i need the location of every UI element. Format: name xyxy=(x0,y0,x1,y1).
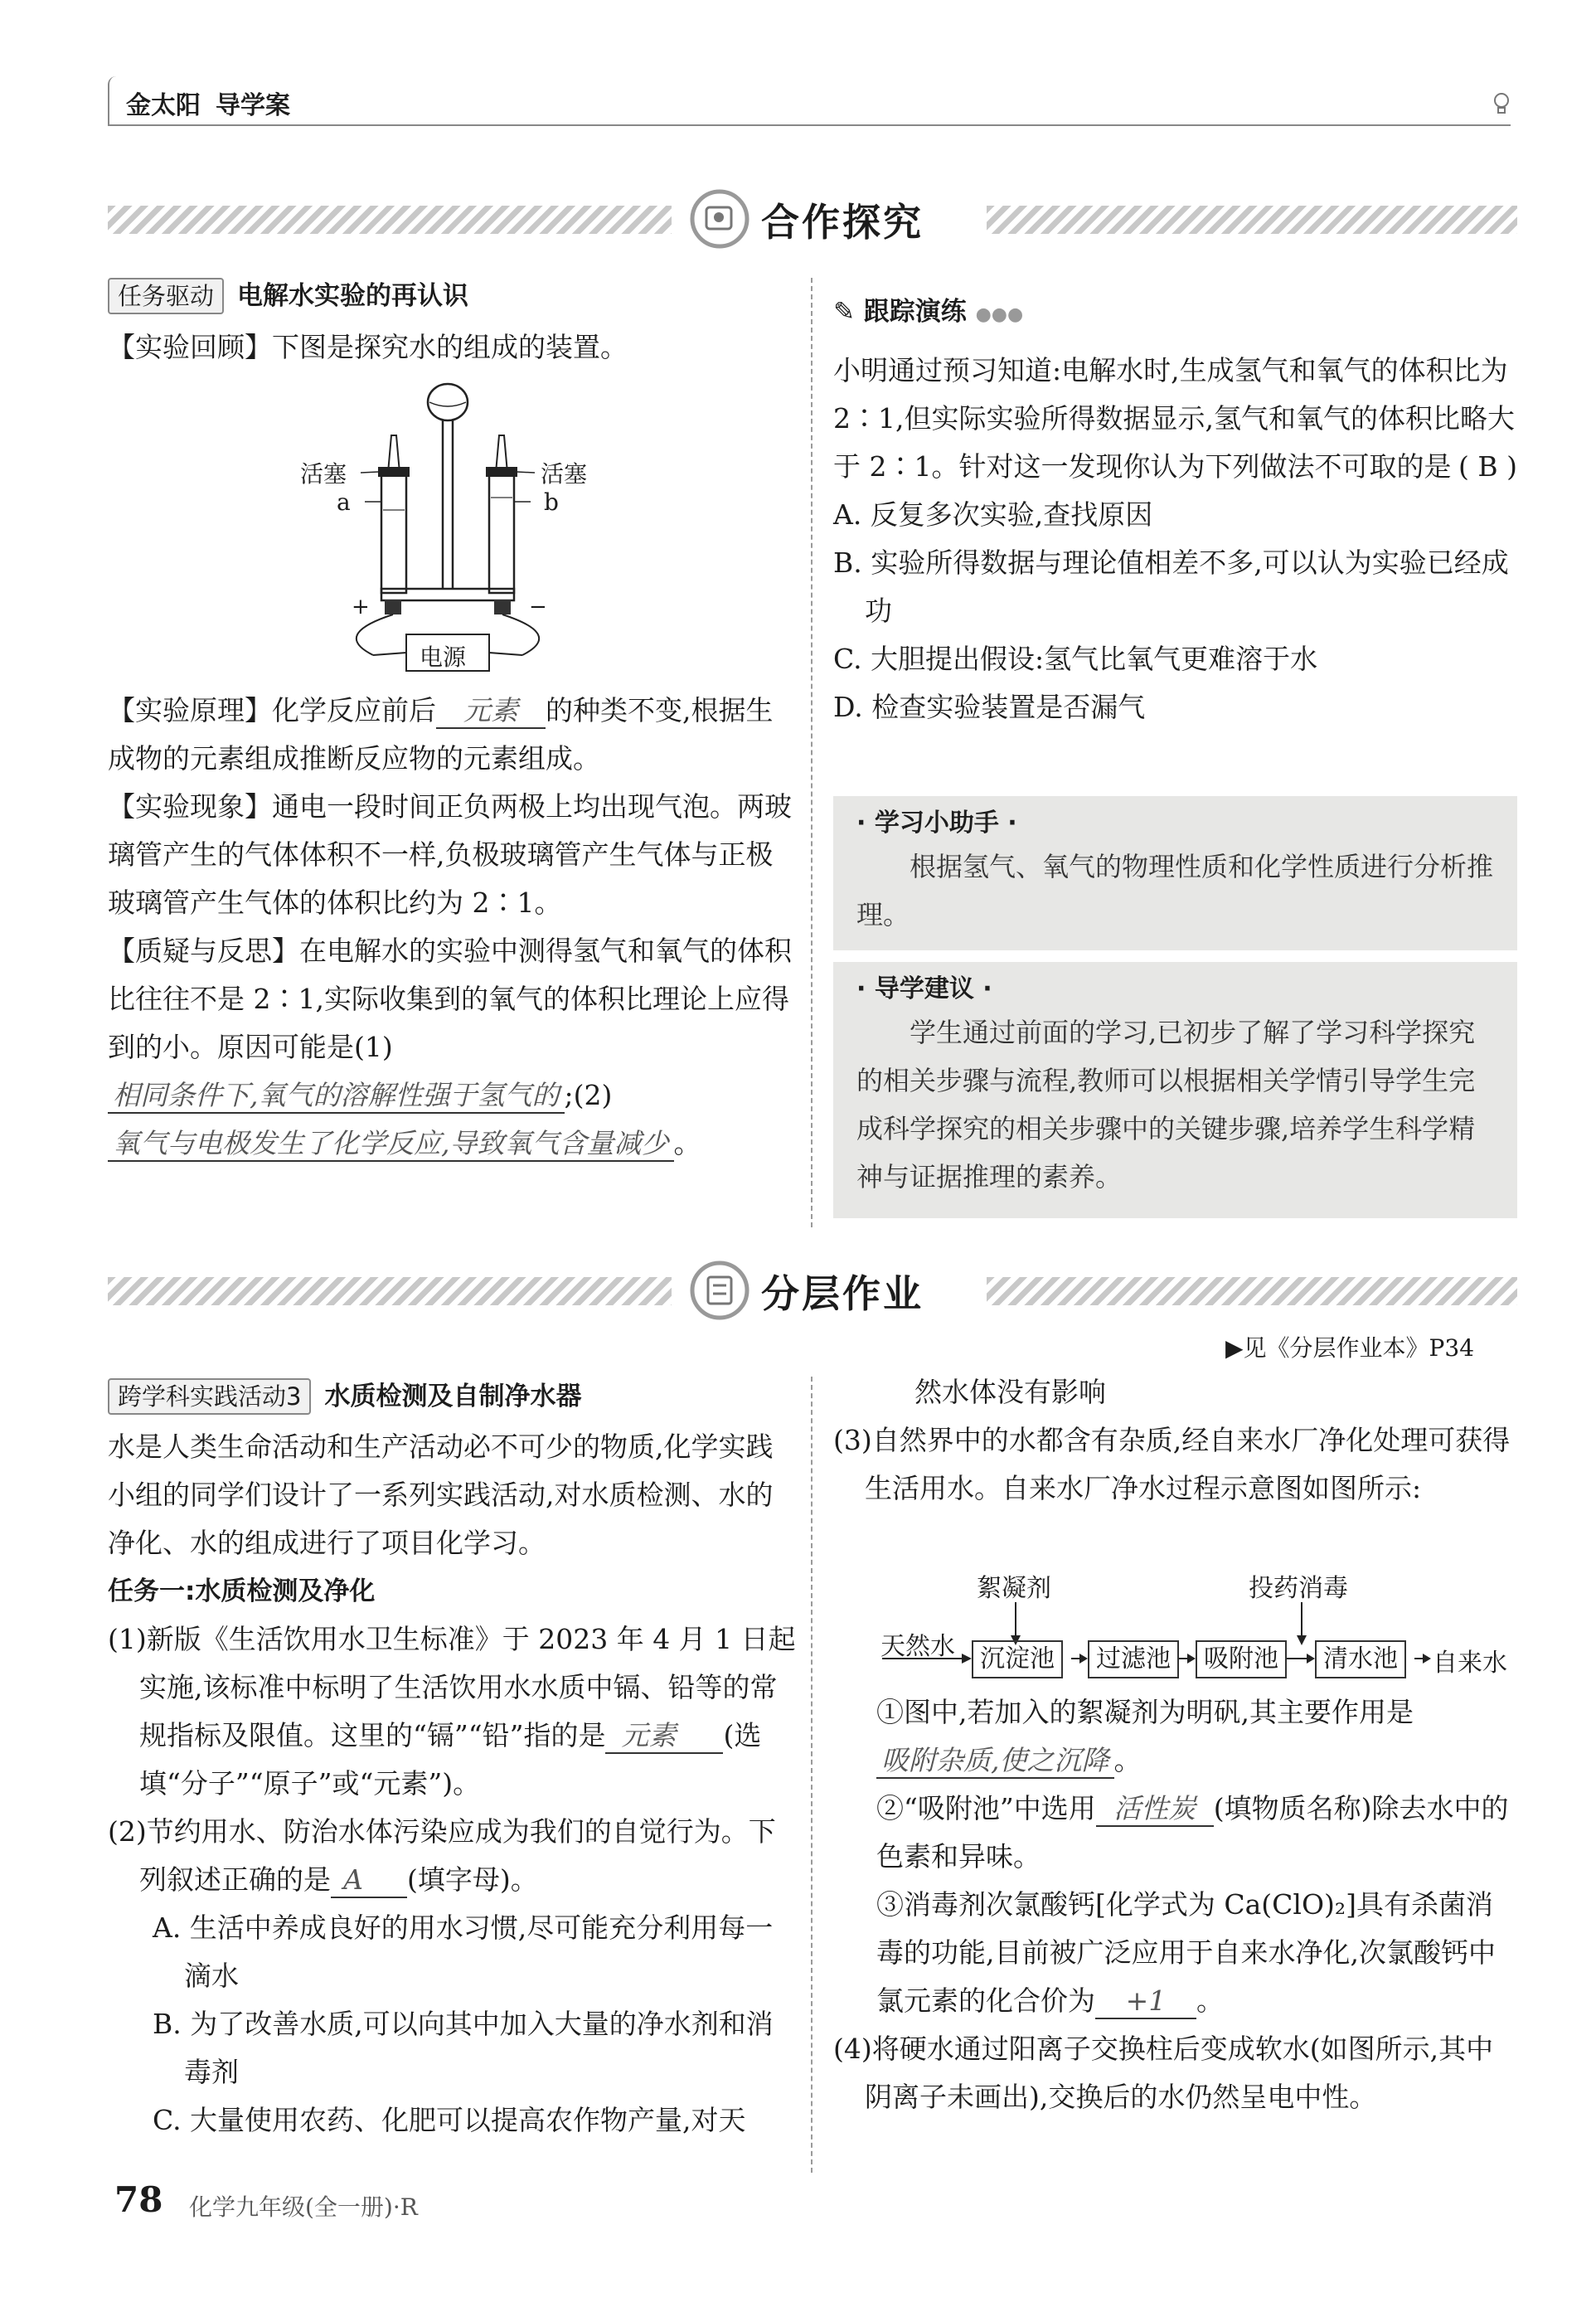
q2-blank: A xyxy=(331,1863,407,1898)
flow-step-1: 沉淀池 xyxy=(972,1640,1063,1678)
stopcock-left-label: 活塞 xyxy=(300,460,347,488)
reflect-blank-2: 氧气与电极发生了化学反应,导致氧气含量减少 xyxy=(108,1127,674,1162)
q3-1-post: 。 xyxy=(1113,1744,1142,1776)
q3-2-blank: 活性炭 xyxy=(1096,1792,1214,1827)
helper-title: · 学习小助手 · xyxy=(856,809,1017,838)
advice-text: 学生通过前面的学习,已初步了解了学习科学探究的相关步骤与流程,教师可以根据相关学情引导学生完成科学探究的相关步骤中的关键步骤,培养学生科学精神与证据推理的素养。 xyxy=(856,1017,1476,1193)
header-subtitle: 导学案 xyxy=(216,91,290,120)
water-flow-diagram xyxy=(879,1567,1526,1683)
practice-option-a: A. 反复多次实验,查找原因 xyxy=(833,498,1153,531)
section2-right-body-top xyxy=(833,1368,1517,1513)
task-header xyxy=(108,278,468,314)
reflect-label: 【质疑与反思】 xyxy=(108,935,299,967)
pencil-icon: ✎ xyxy=(833,297,855,327)
principle-post: 的种类不变,根据生成物的元素组成推断反应物的元素组成。 xyxy=(108,694,774,775)
reflect-mid: ;(2) xyxy=(564,1079,613,1111)
page-header xyxy=(108,76,1517,128)
q3-1-pre: ①图中,若加入的絮凝剂为明矾,其主要作用是 xyxy=(876,1696,1414,1728)
stopcock-right-label: 活塞 xyxy=(541,460,588,488)
header-brand: 金太阳 xyxy=(126,91,201,120)
question-4: (4)将硬水通过阳离子交换柱后变成软水(如图所示,其中阴离子未画出),交换后的水仍然呈电中性。 xyxy=(833,2033,1494,2113)
q1-blank: 元素 xyxy=(605,1719,723,1754)
principle-paragraph xyxy=(108,687,796,783)
column-divider-bottom xyxy=(811,1377,813,2173)
principle-blank: 元素 xyxy=(436,694,546,729)
activity-title: 水质检测及自制净水器 xyxy=(324,1382,582,1411)
question-2 xyxy=(108,1808,796,1904)
q3-2-post: (填物质名称)除去水中的色素和异味。 xyxy=(876,1792,1509,1873)
flow-step-2: 过滤池 xyxy=(1088,1640,1179,1678)
phenomenon-label: 【实验现象】 xyxy=(108,790,272,823)
minus-label: − xyxy=(529,595,547,619)
activity-intro: 水是人类生命活动和生产活动必不可少的物质,化学实践小组的同学们设计了一系列实践活动,对水质检测、水的净化、水的组成进行了项目化学习。 xyxy=(108,1431,774,1559)
activity-header xyxy=(108,1378,581,1415)
advice-title: · 导学建议 · xyxy=(856,974,992,1003)
practice-question xyxy=(833,347,1517,491)
advice-box xyxy=(833,962,1517,1218)
q3-1-blank: 吸附杂质,使之沉降 xyxy=(876,1744,1114,1779)
header-frame xyxy=(108,76,1511,126)
q3-2-pre: ②“吸附池”中选用 xyxy=(876,1792,1096,1824)
phenomenon-text: 通电一段时间正负两极上均出现气泡。两玻璃管产生的气体体积不一样,负极玻璃管产生气体与正极玻璃管产生气体的体积比约为 2∶1。 xyxy=(108,790,792,919)
experiment-review xyxy=(108,323,796,372)
coagulant-label: 絮凝剂 xyxy=(977,1574,1051,1603)
phenomenon-paragraph xyxy=(108,783,796,927)
q2-option-b: B. 为了改善水质,可以向其中加入大量的净水剂和消毒剂 xyxy=(153,2008,774,2088)
q3-3-blank: +1 xyxy=(1095,1984,1196,2019)
q2-option-a: A. 生活中养成良好的用水习惯,尽可能充分利用每一滴水 xyxy=(153,1911,774,1992)
banner2-left-stripes xyxy=(108,1277,672,1305)
section-title-cooperate: 合作探究 xyxy=(761,200,924,245)
principle-label: 【实验原理】 xyxy=(108,694,272,726)
electrolysis-apparatus xyxy=(282,377,614,684)
practice-title: 跟踪演练 xyxy=(863,297,967,327)
activity-tag: 跨学科实践活动3 xyxy=(108,1378,311,1415)
q3-3 xyxy=(833,1881,1517,2025)
principle-pre: 化学反应前后 xyxy=(272,694,436,726)
practice-answer: ( B ) xyxy=(1458,450,1517,483)
question-1 xyxy=(108,1615,796,1808)
tube-b-label: b xyxy=(544,488,559,516)
dots-icon: ●●● xyxy=(975,304,1024,325)
banner-left-stripes xyxy=(108,206,672,234)
reflect-pre: 在电解水的实验中测得氢气和氧气的体积比往往不是 2∶1,实际收集到的氧气的体积比理论上应得到的小。原因可能是(1) xyxy=(108,935,792,1063)
helper-text: 根据氢气、氧气的物理性质和化学性质进行分析推理。 xyxy=(856,851,1494,930)
reflect-blank-1: 相同条件下,氧气的溶解性强于氢气的 xyxy=(108,1079,565,1114)
tube-a-label: a xyxy=(337,488,351,516)
practice-option-b: B. 实验所得数据与理论值相差不多,可以认为实验已经成功 xyxy=(833,546,1509,627)
q3-1 xyxy=(833,1688,1517,1785)
practice-question-text: 小明通过预习知道:电解水时,生成氢气和氧气的体积比为 2∶1,但实际实验所得数据显示,氢气和氧气的体积比略大于 2∶1。针对这一发现你认为下列做法不可取的是 xyxy=(833,354,1515,483)
flow-step-4: 清水池 xyxy=(1315,1640,1406,1678)
question-3: (3)自然界中的水都含有杂质,经自来水厂净化处理可获得生活用水。自来水厂净水过程示意图如图所示: xyxy=(833,1424,1511,1504)
review-text: 下图是探究水的组成的装置。 xyxy=(272,331,628,363)
power-label: 电源 xyxy=(420,644,467,671)
flow-start: 天然水 xyxy=(880,1632,955,1661)
section2-right-body-bottom xyxy=(833,1688,1517,2121)
q3-3-pre: ③消毒剂次氯酸钙[化学式为 Ca(ClO)₂]具有杀菌消毒的功能,目前被广泛应用于自来水净化,次氯酸钙中氯元素的化合价为 xyxy=(876,1888,1496,2017)
reflect-paragraph xyxy=(108,927,796,1168)
disinfect-label: 投药消毒 xyxy=(1249,1574,1348,1603)
book-name: 化学九年级(全一册)·R xyxy=(189,2193,418,2221)
q1-pre: (1)新版《生活饮用水卫生标准》于 2023 年 4 月 1 日起实施,该标准中标明了生活饮用水水质中镉、铅等的常规指标及限值。这里的“镉”“铅”指的是 xyxy=(108,1623,796,1751)
reflect-end: 。 xyxy=(673,1127,701,1159)
banner-right-stripes xyxy=(987,206,1517,234)
section1-body xyxy=(108,687,796,1168)
q2-pre: (2)节约用水、防治水体污染应成为我们的自觉行为。下列叙述正确的是 xyxy=(108,1815,776,1896)
task1-heading: 任务一:水质检测及净化 xyxy=(108,1576,376,1606)
banner2-icon xyxy=(688,1259,751,1325)
helper-box xyxy=(833,796,1517,950)
plus-label: + xyxy=(352,595,370,619)
q1-post: (选填“分子”“原子”或“元素”)。 xyxy=(139,1719,762,1800)
flow-end: 自来水 xyxy=(1433,1649,1507,1678)
practice-option-c: C. 大胆提出假设:氢气比氧气更难溶于水 xyxy=(833,643,1318,675)
task-tag: 任务驱动 xyxy=(108,278,224,314)
practice-header xyxy=(833,290,1023,328)
bulb-icon xyxy=(1491,91,1512,119)
q3-2 xyxy=(833,1785,1517,1881)
practice-option-d: D. 检查实验装置是否漏气 xyxy=(833,691,1146,723)
q2-option-c: C. 大量使用农药、化肥可以提高农作物产量,对天 xyxy=(153,2104,746,2136)
column-divider-top xyxy=(811,278,813,1227)
flow-step-3: 吸附池 xyxy=(1196,1640,1287,1678)
page-number: 78 xyxy=(114,2179,163,2220)
banner-icon xyxy=(688,187,751,254)
homework-ref: ▶见《分层作业本》P34 xyxy=(1225,1334,1475,1362)
task-title: 电解水实验的再认识 xyxy=(237,281,469,311)
q3-3-post: 。 xyxy=(1196,1984,1224,2017)
section-title-homework: 分层作业 xyxy=(761,1271,924,1316)
banner2-right-stripes xyxy=(987,1277,1517,1305)
practice-body xyxy=(833,347,1517,731)
electrolysis-diagram xyxy=(282,377,614,684)
q2-post: (填字母)。 xyxy=(407,1863,538,1896)
q2-option-c-cont: 然水体没有影响 xyxy=(914,1376,1106,1408)
section2-left-body xyxy=(108,1423,796,2145)
review-label: 【实验回顾】 xyxy=(108,331,272,363)
